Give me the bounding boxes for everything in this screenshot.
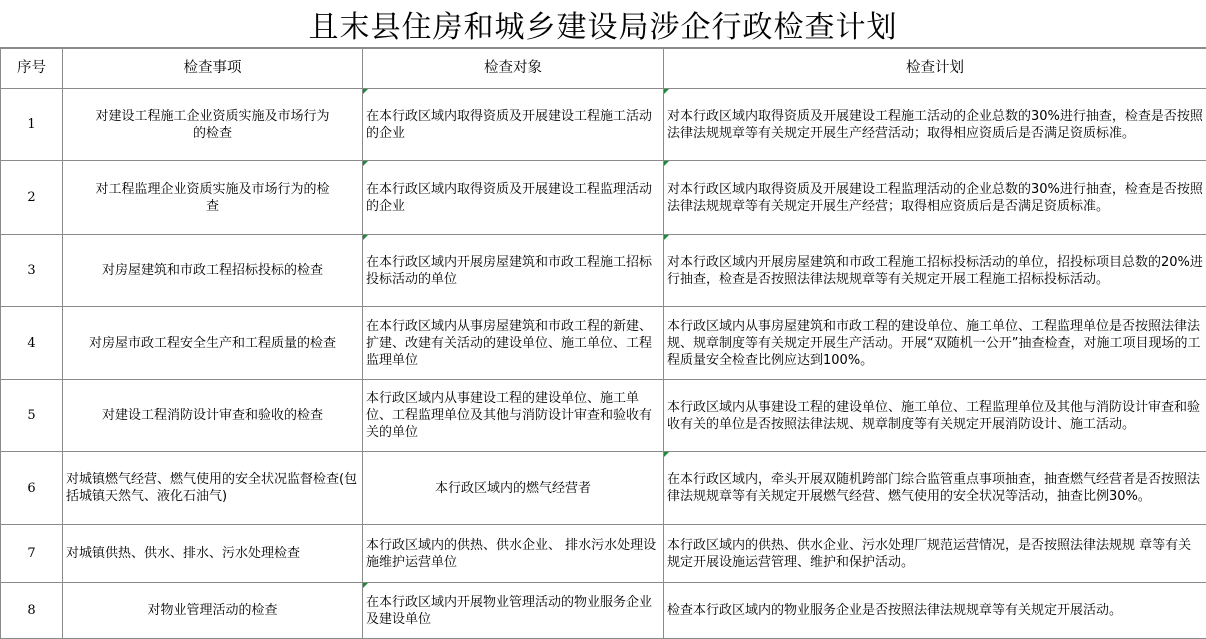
cell-plan-text: 对本行政区域内取得资质及开展建设工程施工活动的企业总数的30%进行抽查，检查是否按照法律法规规章等有关规定开展生产经营活动；取得相应资质后是否满足资质标准。 [667,109,1203,141]
cell-plan-text: 对本行政区域内取得资质及开展建设工程监理活动的企业总数的30%进行抽查，检查是否按照法律法规规章等有关规定开展生产经营；取得相应资质后是否满足资质标准。 [667,182,1203,214]
table-row [1,161,1206,235]
cell-plan[interactable] [664,89,1206,161]
cell-plan-text: 在本行政区域内，牵头开展双随机跨部门综合监管重点事项抽查，抽查燃气经营者是否按照法律法规规章等有关规定开展燃气经营、燃气使用的安全状况等活动，抽查比例30%。 [667,472,1200,504]
cell-object[interactable]: 本行政区域内的供热、供水企业、 排水污水处理设施维护运营单位 [363,525,664,583]
cell-index[interactable]: 8 [1,583,63,639]
comment-marker-icon [664,452,669,457]
cell-object[interactable]: 本行政区域内的燃气经营者 [363,452,664,525]
cell-object[interactable] [363,235,664,307]
cell-index[interactable]: 7 [1,525,63,583]
cell-item[interactable]: 对物业管理活动的检查 [63,583,363,639]
comment-marker-icon [363,583,368,588]
comment-marker-icon [664,161,669,166]
table-row [1,583,1206,639]
cell-plan[interactable]: 本行政区域内从事建设工程的建设单位、施工单位、工程监理单位及其他与消防设计审查和验收有关的单位是否按照法律法规、规章制度等有关规定开展消防设计、施工活动。 [664,380,1206,452]
cell-plan[interactable]: 检查本行政区域内的物业服务企业是否按照法律法规规章等有关规定开展活动。 [664,583,1206,639]
cell-index[interactable]: 3 [1,235,63,307]
cell-item[interactable]: 对工程监理企业资质实施及市场行为的检查 [63,161,363,235]
table-row [1,525,1206,583]
cell-object[interactable]: 本行政区域内从事建设工程的建设单位、施工单位、工程监理单位及其他与消防设计审查和验收有关的单位 [363,380,664,452]
cell-plan[interactable] [664,452,1206,525]
cell-item[interactable]: 对建设工程消防设计审查和验收的检查 [63,380,363,452]
header-plan: 检查计划 [664,49,1206,89]
table-row [1,235,1206,307]
cell-index[interactable]: 2 [1,161,63,235]
cell-object-text: 在本行政区域内取得资质及开展建设工程监理活动的企业 [366,182,652,214]
comment-marker-icon [363,161,368,166]
cell-item[interactable]: 对房屋建筑和市政工程招标投标的检查 [63,235,363,307]
cell-object-text: 在本行政区域内开展物业管理活动的物业服务企业及建设单位 [366,595,652,627]
header-item: 检查事项 [63,49,363,89]
cell-index[interactable]: 4 [1,307,63,380]
cell-object[interactable] [363,583,664,639]
cell-object[interactable]: 在本行政区域内从事房屋建筑和市政工程的新建、扩建、改建有关活动的建设单位、施工单位、工程监理单位 [363,307,664,380]
inspection-plan-table [0,48,1206,639]
cell-index[interactable]: 6 [1,452,63,525]
cell-item[interactable]: 对城镇燃气经营、燃气使用的安全状况监督检查(包括城镇天然气、液化石油气) [63,452,363,525]
cell-item[interactable]: 对建设工程施工企业资质实施及市场行为的检查 [63,89,363,161]
table-row [1,307,1206,380]
cell-index[interactable]: 5 [1,380,63,452]
table-row [1,380,1206,452]
comment-marker-icon [664,235,669,240]
cell-plan[interactable]: 本行政区域内从事房屋建筑和市政工程的建设单位、施工单位、工程监理单位是否按照法律法规、规章制度等有关规定开展生产活动。开展“双随机一公开”抽查检查，对施工项目现场的工程质量安全检查比例应达到100%。 [664,307,1206,380]
cell-object-text: 在本行政区域内取得资质及开展建设工程施工活动的企业 [366,109,652,141]
comment-marker-icon [363,235,368,240]
cell-object[interactable] [363,161,664,235]
header-index: 序号 [1,49,63,89]
sheet-title: 且末县住房和城乡建设局涉企行政检查计划 [0,0,1206,48]
cell-item[interactable]: 对房屋市政工程安全生产和工程质量的检查 [63,307,363,380]
comment-marker-icon [363,89,368,94]
cell-plan[interactable] [664,235,1206,307]
header-object: 检查对象 [363,49,664,89]
comment-marker-icon [664,89,669,94]
cell-index[interactable]: 1 [1,89,63,161]
table-row [1,452,1206,525]
cell-object-text: 在本行政区域内开展房屋建筑和市政工程施工招标投标活动的单位 [366,255,652,287]
cell-object[interactable] [363,89,664,161]
cell-plan[interactable]: 本行政区域内的供热、供水企业、污水处理厂规范运营情况，是否按照法律法规规 章等有关规定开展设施运营管理、维护和保护活动。 [664,525,1206,583]
cell-plan[interactable] [664,161,1206,235]
cell-plan-text: 对本行政区域内开展房屋建筑和市政工程施工招标投标活动的单位，招投标项目总数的20%进行抽查，检查是否按照法律法规规章等有关规定开展工程施工招标投标活动。 [667,255,1203,287]
cell-item[interactable]: 对城镇供热、供水、排水、污水处理检查 [63,525,363,583]
table-header-row [1,49,1206,89]
table-row [1,89,1206,161]
